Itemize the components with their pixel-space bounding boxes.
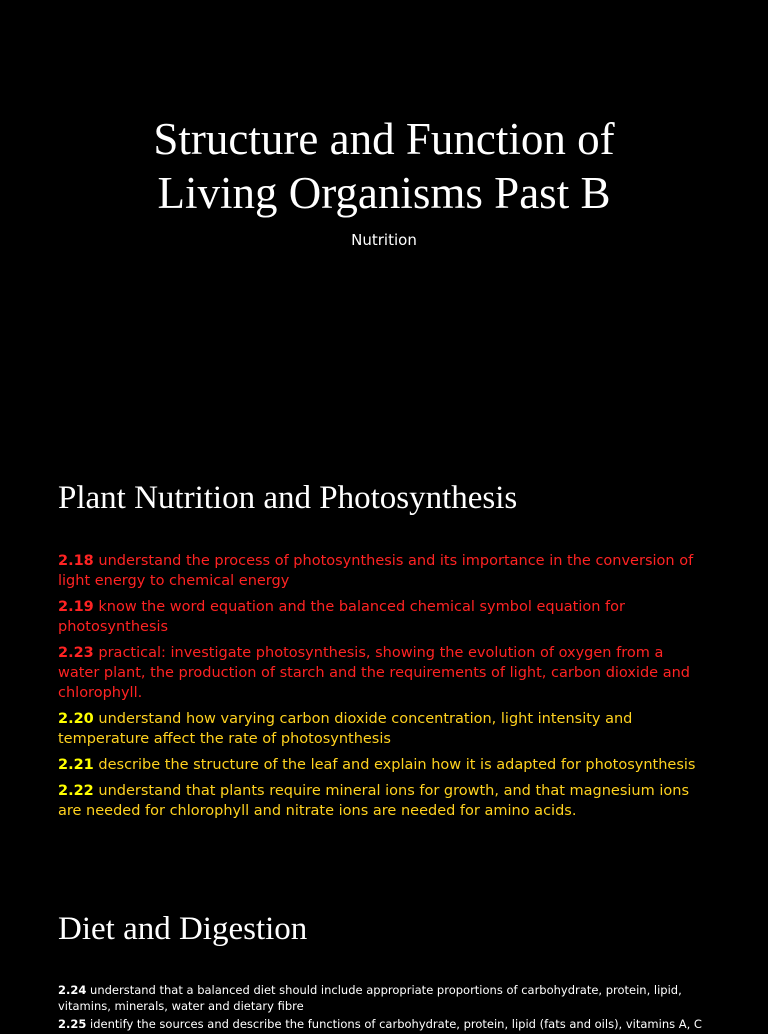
spec-text: identify the sources and describe the functions of carbohydrate, protein, lipid (fats and oils), vitamins A, C bbox=[86, 1017, 702, 1031]
spec-text: practical: investigate photosynthesis, showing the evolution of oxygen from a water plant, the production of starch and the requirements of light, carbon dioxide and chlorophyll. bbox=[58, 645, 690, 701]
plant-spec-list bbox=[58, 551, 708, 827]
spec-code: 2.22 bbox=[58, 783, 94, 799]
plant-nutrition-heading: Plant Nutrition and Photosynthesis bbox=[58, 480, 518, 516]
deck-title-line-1: Structure and Function of bbox=[153, 114, 615, 164]
deck-title bbox=[60, 112, 708, 220]
deck-subtitle: Nutrition bbox=[351, 231, 417, 249]
spec-text: describe the structure of the leaf and explain how it is adapted for photosynthesis bbox=[93, 757, 696, 773]
spec-item-2-20 bbox=[58, 709, 708, 749]
title-slide bbox=[0, 0, 768, 432]
spec-code: 2.21 bbox=[58, 757, 94, 773]
plant-nutrition-slide bbox=[0, 432, 768, 864]
spec-text: understand how varying carbon dioxide concentration, light intensity and temperature affect the rate of photosynthesis bbox=[58, 711, 633, 747]
deck-title-line-2: Living Organisms Past B bbox=[157, 168, 611, 218]
spec-text: know the word equation and the balanced chemical symbol equation for photosynthesis bbox=[58, 599, 625, 635]
spec-item-2-19 bbox=[58, 597, 708, 637]
spec-code: 2.18 bbox=[58, 553, 94, 569]
spec-code: 2.19 bbox=[58, 599, 94, 615]
spec-code: 2.24 bbox=[58, 983, 87, 997]
spec-item-2-21 bbox=[58, 755, 708, 775]
spec-code: 2.20 bbox=[58, 711, 94, 727]
spec-item-2-25 bbox=[58, 1016, 708, 1032]
spec-item-2-18 bbox=[58, 551, 708, 591]
diet-digestion-slide bbox=[0, 864, 768, 1031]
spec-item-2-22 bbox=[58, 781, 708, 821]
spec-code: 2.25 bbox=[58, 1017, 87, 1031]
spec-text: understand the process of photosynthesis and its importance in the conversion of light energy to chemical energy bbox=[58, 553, 694, 589]
diet-spec-list bbox=[58, 982, 708, 1034]
spec-code: 2.23 bbox=[58, 645, 94, 661]
spec-item-2-24 bbox=[58, 982, 708, 1014]
spec-text: understand that a balanced diet should include appropriate proportions of carbohydrate, protein, lipid, vitamins, minerals, water and dietary fibre bbox=[58, 983, 682, 1013]
spec-item-2-23 bbox=[58, 643, 708, 703]
diet-digestion-heading: Diet and Digestion bbox=[58, 911, 308, 947]
spec-text: understand that plants require mineral ions for growth, and that magnesium ions are needed for chlorophyll and nitrate ions are needed for amino acids. bbox=[58, 783, 689, 819]
